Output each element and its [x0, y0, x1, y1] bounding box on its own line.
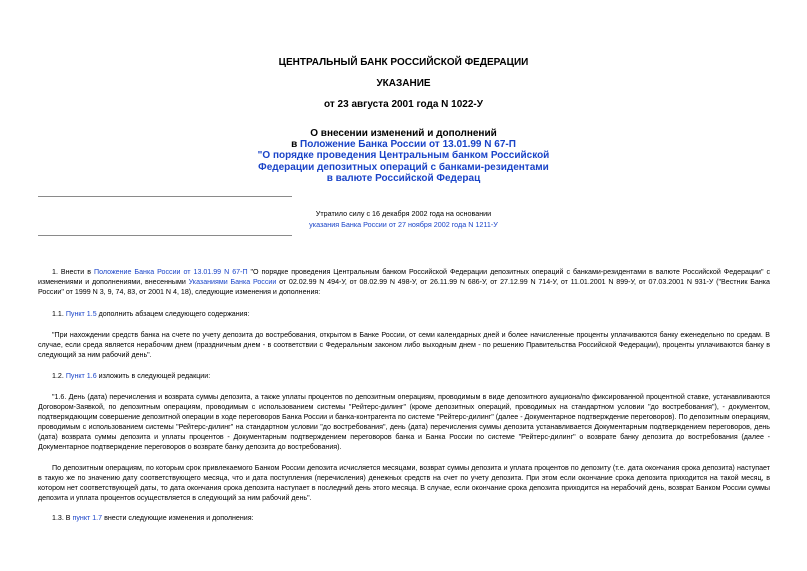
doc-date: от 23 августа 2001 года N 1022-У — [324, 99, 483, 110]
title-line-1: О внесении изменений и дополнений — [310, 128, 497, 139]
clause-1-7-link[interactable]: пункт 1.7 — [72, 514, 103, 522]
title-line-2 — [0, 139, 807, 150]
regulation-title-link-line-3[interactable]: "О порядке проведения Центральным банком Российской — [257, 150, 550, 162]
regulation-title-link-line-4[interactable]: Федерации депозитных операций с банками-резидентами — [258, 161, 549, 173]
clause-1-5-link[interactable]: Пункт 1.5 — [65, 310, 97, 318]
doc-title — [0, 128, 807, 184]
divider-bottom — [38, 235, 292, 236]
paragraph-1-2: 1.2. Пункт 1.6 изложить в следующей редакции: — [52, 372, 211, 380]
paragraph-deposit-terms: По депозитным операциям, по которым срок привлекаемого Банком России депозита исчисляется месяцами, возврат суммы депозита и уплата процентов по депозиту (т.е. дата окончания срока депозита) наступает в такую же по значению дату соответствующего месяца, что и дата поступления (перечисления) денежных средств на счет по учету депозита. При этом если окончание срока депозита приходится на такой месяц, в котором нет соответствующей даты, то дата окончания срока депозита наступает в последний день этого месяца. В случае, если окончание срока депозита приходится на нерабочий день, возврат Банком России суммы депозита и уплата процентов осуществляется в следующий за ним рабочий день". — [38, 464, 770, 503]
org-heading: ЦЕНТРАЛЬНЫЙ БАНК РОССИЙСКОЙ ФЕДЕРАЦИИ — [278, 57, 529, 68]
repeal-directive-link[interactable]: указания Банка России от 27 ноября 2002 года N 1211-У — [309, 220, 498, 229]
regulation-title-link-line-5[interactable]: в валюте Российской Федерац — [326, 172, 481, 184]
repeal-notice — [0, 208, 807, 230]
paragraph-quote-2: "1.6. День (дата) перечисления и возврата суммы депозита, а также уплаты процентов по депозитным операциям, проводимым в виде депозитного аукциона/по фиксированной процентной ставке, устанавливаются Договором-Заявкой, по депозитным операциям, проводимым с использованием системы "Рейтерс-дилинг" (кроме депозитных операций, проводимых на стандартном условии "до востребования"), - документом, подтверждающим совершение депозитной операции в ходе переговоров Банка России и банка-контрагента по системе "Рейтерс-дилинг" (далее - Документарное подтверждение переговоров). По депозитным операциям, проводимым с использованием системы "Рейтерс-дилинг" на стандартном условии "до востребования", день (дата) перечисления суммы депозита устанавливается Документарным подтверждением переговоров, день (дата) возврата суммы депозита и уплаты процентов - Документарным подтверждением переговоров банка и Банка России по системе "Рейтерс-дилинг" о возврате банку депозита до востребования (далее - Документарное подтверждение переговоров о возврате банку депозита до востребования). — [38, 393, 770, 452]
divider-top — [38, 196, 292, 197]
paragraph-1-3: 1.3. В пункт 1.7 внести следующие изменения и дополнения: — [52, 514, 254, 522]
title-prefix: в — [291, 139, 301, 151]
clause-1-6-link[interactable]: Пункт 1.6 — [65, 372, 97, 380]
doc-type-heading: УКАЗАНИЕ — [376, 78, 431, 89]
regulation-67p-body-link[interactable]: Положение Банка России от 13.01.99 N 67-П — [93, 268, 248, 276]
bank-directives-link[interactable]: Указаниями Банка России — [188, 278, 277, 287]
repeal-notice-text: Утратило силу с 16 декабря 2002 года на основании — [315, 209, 492, 218]
paragraph-quote-1: "При нахождении средств банка на счете по учету депозита до востребования, открытом в Банке России, от семи календарных дней и более начисленные проценты уплачиваются банку еженедельно по средам. В случае, если среда является нерабочим днем (праздничным днем - в соответствии с Федеральным законом либо выходным днем - по решению Правительства Российской Федерации), проценты уплачиваются банку в следующий за ним рабочий день". — [38, 331, 770, 360]
paragraph-1-1: 1.1. Пункт 1.5 дополнить абзацем следующего содержания: — [52, 310, 250, 318]
regulation-67p-link[interactable]: Положение Банка России от 13.01.99 N 67-П — [300, 139, 516, 151]
paragraph-1: 1. Внести в Положение Банка России от 13.01.99 N 67-П "О порядке проведения Центральным банком Российской Федерации депозитных операций с банками-резидентами в валюте Российской Федерации" с изменениями и дополнениями, внесенными Указаниями Банка России от 02.02.99 N 494-У, от 08.02.99 N 498-У, от 26.11.99 N 686-У, от 27.12.99 N 714-У, от 11.01.2001 N 899-У, от 07.03.2001 N 931-У ("Вестник Банка России" от 1999 N 3, 9, 74, 83, от 2001 N 4, 18), следующие изменения и дополнения: — [38, 268, 770, 297]
